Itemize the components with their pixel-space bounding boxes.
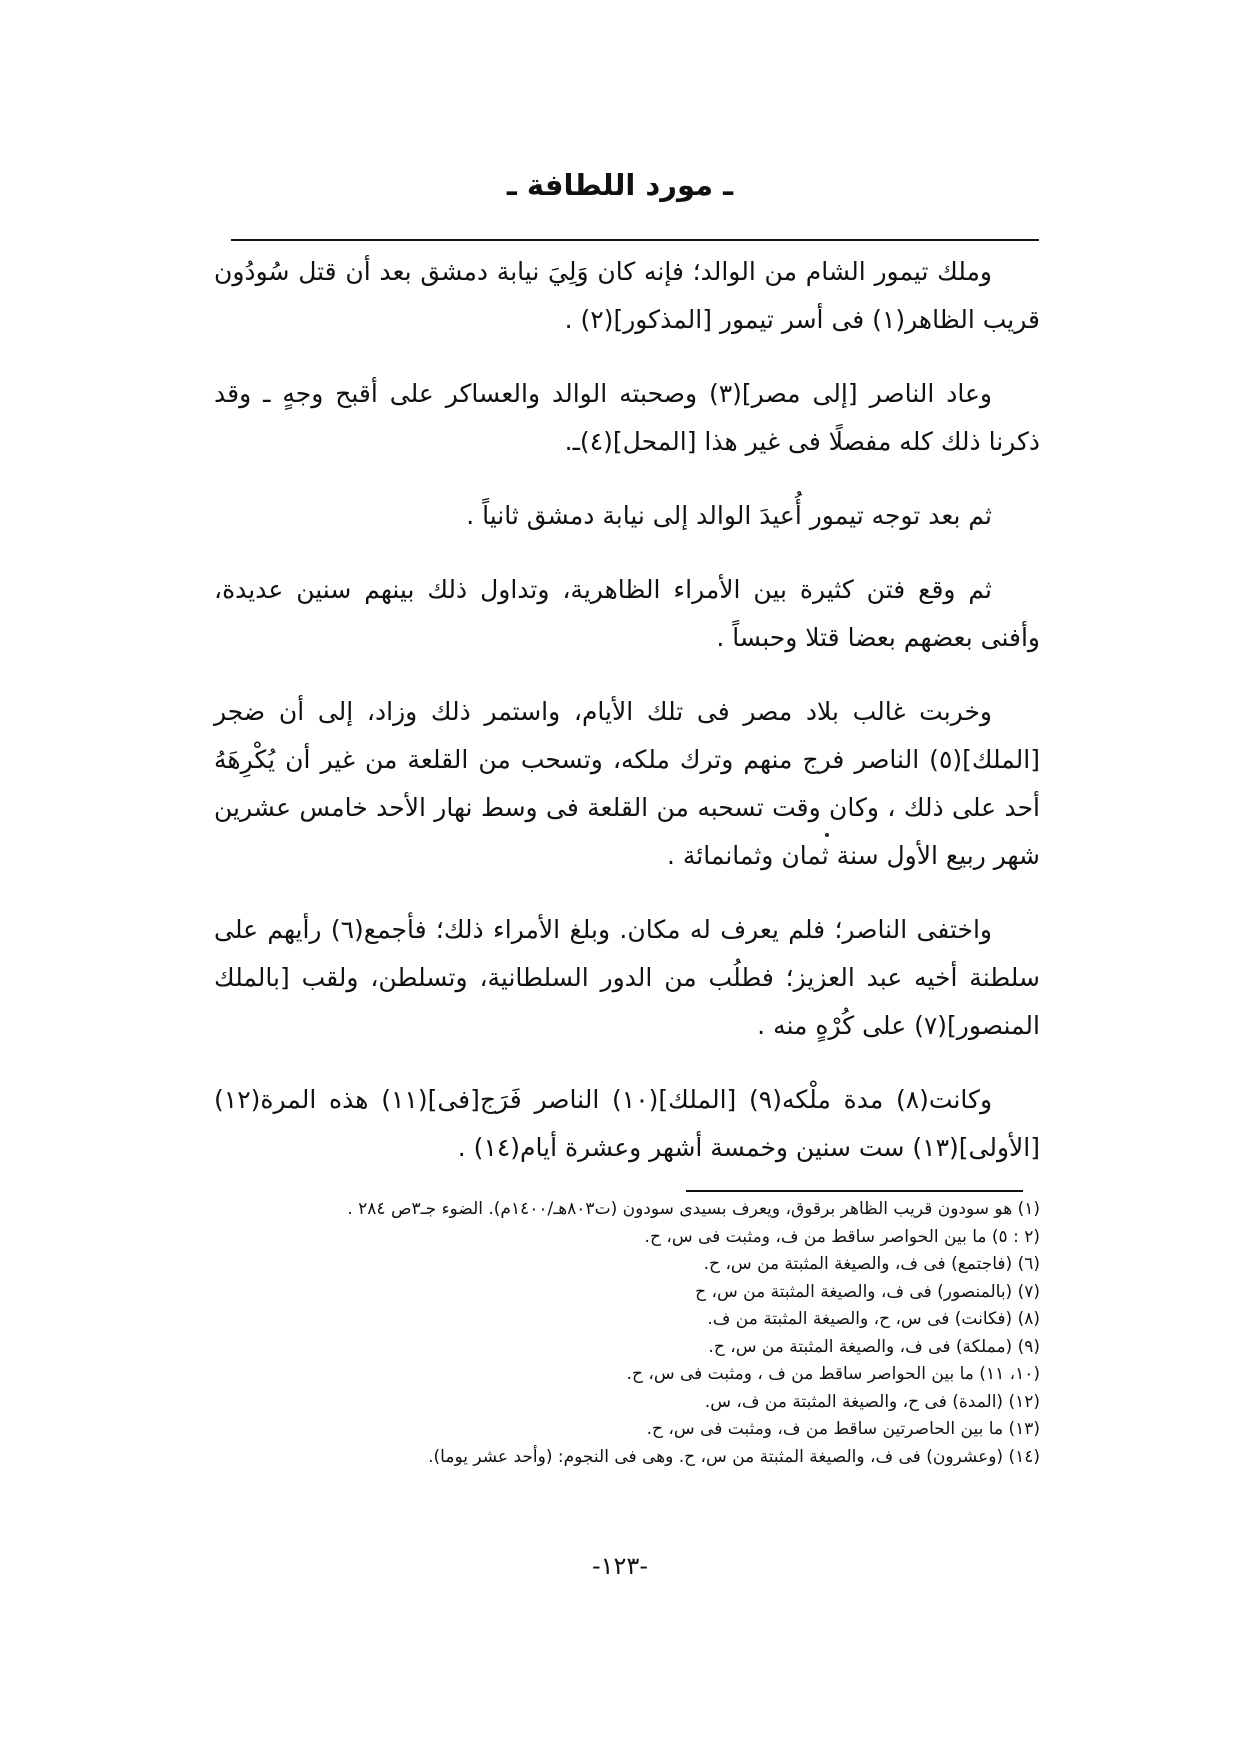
page-number: -١٢٣-	[591, 1552, 648, 1580]
main-text	[214, 248, 1040, 1198]
running-header: ـ مورد اللطافة ـ	[506, 168, 734, 202]
footnote: (٨) (فكانت) فى س، ح، والصيغة المثبتة من ف.	[707, 1309, 1040, 1329]
paragraph: ثم بعد توجه تيمور أُعيدَ الوالد إلى نيابة دمشق ثانياً .	[466, 501, 992, 530]
paragraph: واختفى الناصر؛ فلم يعرف له مكان. وبلغ الأمراء ذلك؛ فأجمع(٦) رأيهم على سلطنة أخيه عبد العزيز؛ فطلُب من الدور السلطانية، وتسلطن، ولقب [بالملك المنصور](٧) على كُرْهٍ منه .	[214, 915, 1040, 1040]
footnote: (١٤) (وعشرون) فى ف، والصيغة المثبتة من س، ح. وهى فى النجوم: (وأحد عشر يوما).	[428, 1446, 1040, 1467]
footnote: (١٠، ١١) ما بين الحواصر ساقط من ف ، ومثبت فى س، ح.	[626, 1364, 1040, 1384]
footnote: (١٣) ما بين الحاصرتين ساقط من ف، ومثبت فى س، ح.	[646, 1419, 1040, 1439]
paragraph: ثم وقع فتن كثيرة بين الأمراء الظاهرية، وتداول ذلك بينهم سنين عديدة، وأفنى بعضهم بعضا قتلا وحبساً .	[214, 575, 1040, 652]
footnote: (٧) (بالمنصور) فى ف، والصيغة المثبتة من س، ح	[695, 1281, 1040, 1302]
footnote-separator	[686, 1190, 1023, 1192]
header-rule	[231, 239, 1039, 241]
scan-speck	[825, 833, 829, 837]
paragraph: وعاد الناصر [إلى مصر](٣) وصحبته الوالد والعساكر على أقبح وجهٍ ـ وقد ذكرنا ذلك كله مفصلًا فى غير هذا [المحل](٤)ـ.	[214, 379, 1040, 456]
paragraph: وملك تيمور الشام من الوالد؛ فإنه كان وَلِيَ نيابة دمشق بعد أن قتل سُودُون قريب الظاهر(١) فى أسر تيمور [المذكور](٢) .	[214, 257, 1040, 334]
footnotes	[214, 1196, 1040, 1471]
paragraph: وخربت غالب بلاد مصر فى تلك الأيام، واستمر ذلك وزاد، إلى أن ضجر [الملك](٥) الناصر فرج منهم وترك ملكه، وتسحب من القلعة من غير أن يُكْرِهَهُ أحد على ذلك ، وكان وقت تسحبه من القلعة فى وسط نهار الأحد خامس عشرين شهر ربيع الأول سنة ثمان وثمانمائة .	[214, 697, 1040, 870]
footnote: (٩) (مملكة) فى ف، والصيغة المثبتة من س، ح.	[708, 1336, 1040, 1357]
footnote: (٦) (فاجتمع) فى ف، والصيغة المثبتة من س، ح.	[703, 1254, 1040, 1274]
paragraph: وكانت(٨) مدة ملْكه(٩) [الملك](١٠) الناصر فَرَج[فى](١١) هذه المرة(١٢) [الأولى](١٣) ست سنين وخمسة أشهر وعشرة أيام(١٤) .	[214, 1085, 1040, 1162]
footnote: (٢ : ٥) ما بين الحواصر ساقط من ف، ومثبت فى س، ح.	[644, 1226, 1040, 1247]
footnote: (١) هو سودون قريب الظاهر برقوق، ويعرف بسيدى سودون (ت٨٠٣هـ/١٤٠٠م). الضوء جـ٣ص ٢٨٤ .	[347, 1199, 1040, 1219]
footnote: (١٢) (المدة) فى ح، والصيغة المثبتة من ف، س.	[704, 1391, 1040, 1412]
